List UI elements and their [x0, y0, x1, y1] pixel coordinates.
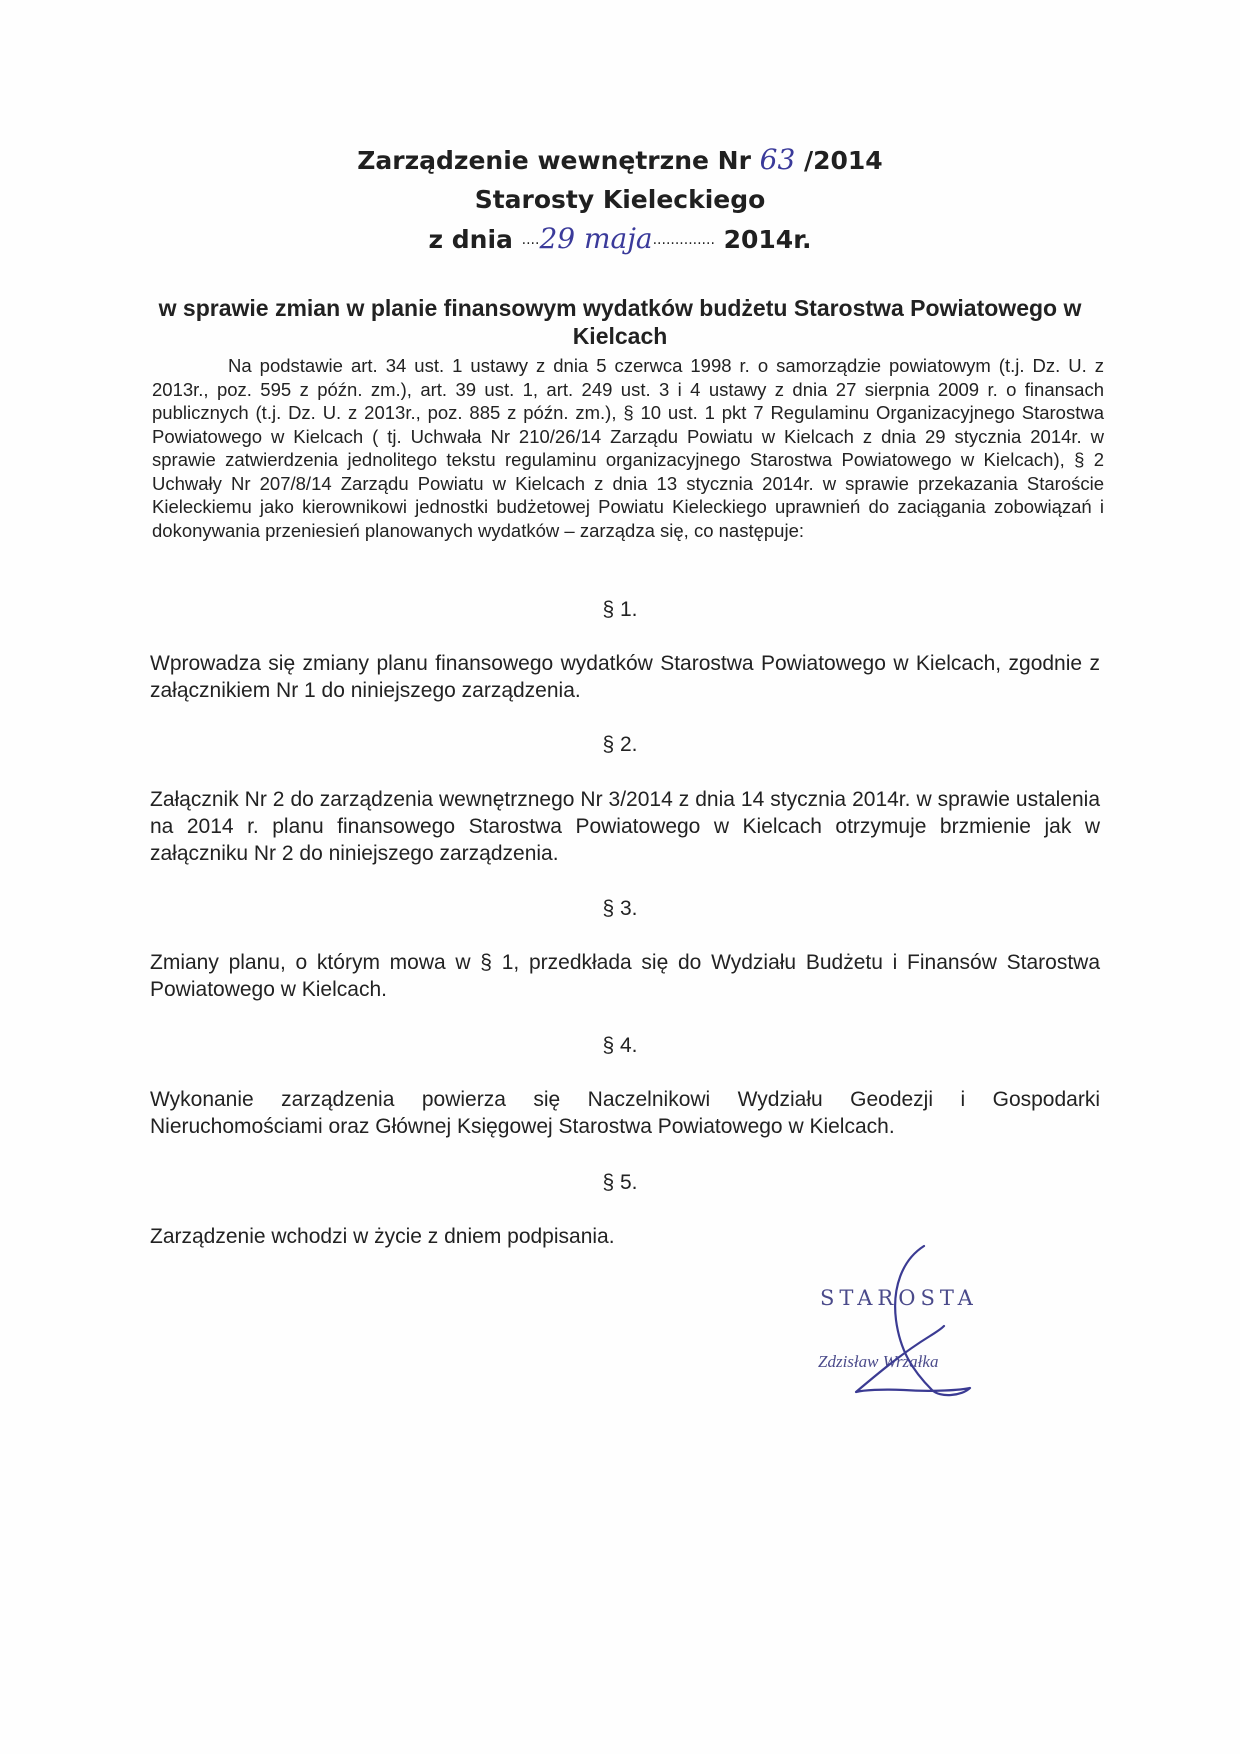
signature-stamp: [812, 1240, 1002, 1400]
section-3-sign: § 3.: [602, 897, 638, 920]
legal-basis-paragraph: [152, 354, 1104, 542]
stamp-name: Zdzisław Wrzałka: [818, 1352, 939, 1371]
section-5-sign: § 5.: [602, 1171, 638, 1194]
section-3-text: Zmiany planu, o którym mowa w § 1, przedkłada się do Wydziału Budżetu i Finansów Starostwa Powiatowego w Kielcach.: [150, 951, 1100, 1001]
title-prefix: Zarządzenie wewnętrzne Nr: [357, 146, 751, 175]
title-line-number: [0, 140, 1240, 180]
section-4-text: Wykonanie zarządzenia powierza się Naczelnikowi Wydziału Geodezji i Gospodarki Nieruchomościami oraz Głównej Księgowej Starostwa Powiatowego w Kielcach.: [150, 1088, 1100, 1138]
legal-basis-text: Na podstawie art. 34 ust. 1 ustawy z dnia 5 czerwca 1998 r. o samorządzie powiatowym (t.j. Dz. U. z 2013r., poz. 595 z późn. zm.), art. 39 ust. 1, art. 249 ust. 3 i 4 ustawy z dnia 27 sierpnia 2009 r. o finansach publicznych (t.j. Dz. U. z 2013r., poz. 885 z późn. zm.), § 10 ust. 1 pkt 7 Regulaminu Organizacyjnego Starostwa Powiatowego w Kielcach ( tj. Uchwała Nr 210/26/14 Zarządu Powiatu w Kielcach z dnia 29 stycznia 2014r. w sprawie zatwierdzenia jednolitego tekstu regulaminu organizacyjnego Starostwa Powiatowego w Kielcach), § 2 Uchwały Nr 207/8/14 Zarządu Powiatu w Kielcach z dnia 13 stycznia 2014r. w sprawie przekazania Staroście Kieleckiemu jako kierownikowi jednostki budżetowej Powiatu Kieleckiego uprawnień do zaciągania zobowiązań i dokonywania przeniesień planowanych wydatków – zarządza się, co następuje:: [152, 355, 1104, 541]
date-prefix: z dnia: [428, 225, 513, 254]
document-subject: w sprawie zmian w planie finansowym wydatków budżetu Starostwa Powiatowego w Kielcach: [158, 295, 1082, 349]
section-1-sign: § 1.: [602, 598, 638, 621]
date-dots-left: ....: [521, 232, 540, 248]
section-2-text: Załącznik Nr 2 do zarządzenia wewnętrznego Nr 3/2014 z dnia 14 stycznia 2014r. w sprawie ustalenia na 2014 r. planu finansowego Starostwa Powiatowego w Kielcach otrzymuje brzmienie jak w załączniku Nr 2 do niniejszego zarządzenia.: [150, 788, 1100, 865]
section-1-text: Wprowadza się zmiany planu finansowego wydatków Starostwa Powiatowego w Kielcach, zgodnie z załącznikiem Nr 1 do niniejszego zarządzenia.: [150, 652, 1100, 702]
title-issuer: Starosty Kieleckiego: [474, 185, 766, 214]
handwritten-date: 29 maja: [539, 222, 653, 255]
section-5-text: Zarządzenie wchodzi w życie z dniem podpisania.: [150, 1225, 615, 1248]
date-dots-right: ..............: [652, 232, 715, 248]
title-date-line: [0, 219, 1240, 260]
section-2-sign: § 2.: [602, 733, 638, 756]
handwritten-signature: [812, 1240, 1002, 1400]
document-title: [0, 140, 1240, 260]
section-4-sign: § 4.: [602, 1034, 638, 1057]
title-year: /2014: [803, 146, 883, 175]
stamp-title: STAROSTA: [820, 1286, 978, 1310]
date-suffix: 2014r.: [723, 225, 812, 254]
handwritten-number: 63: [759, 143, 796, 176]
